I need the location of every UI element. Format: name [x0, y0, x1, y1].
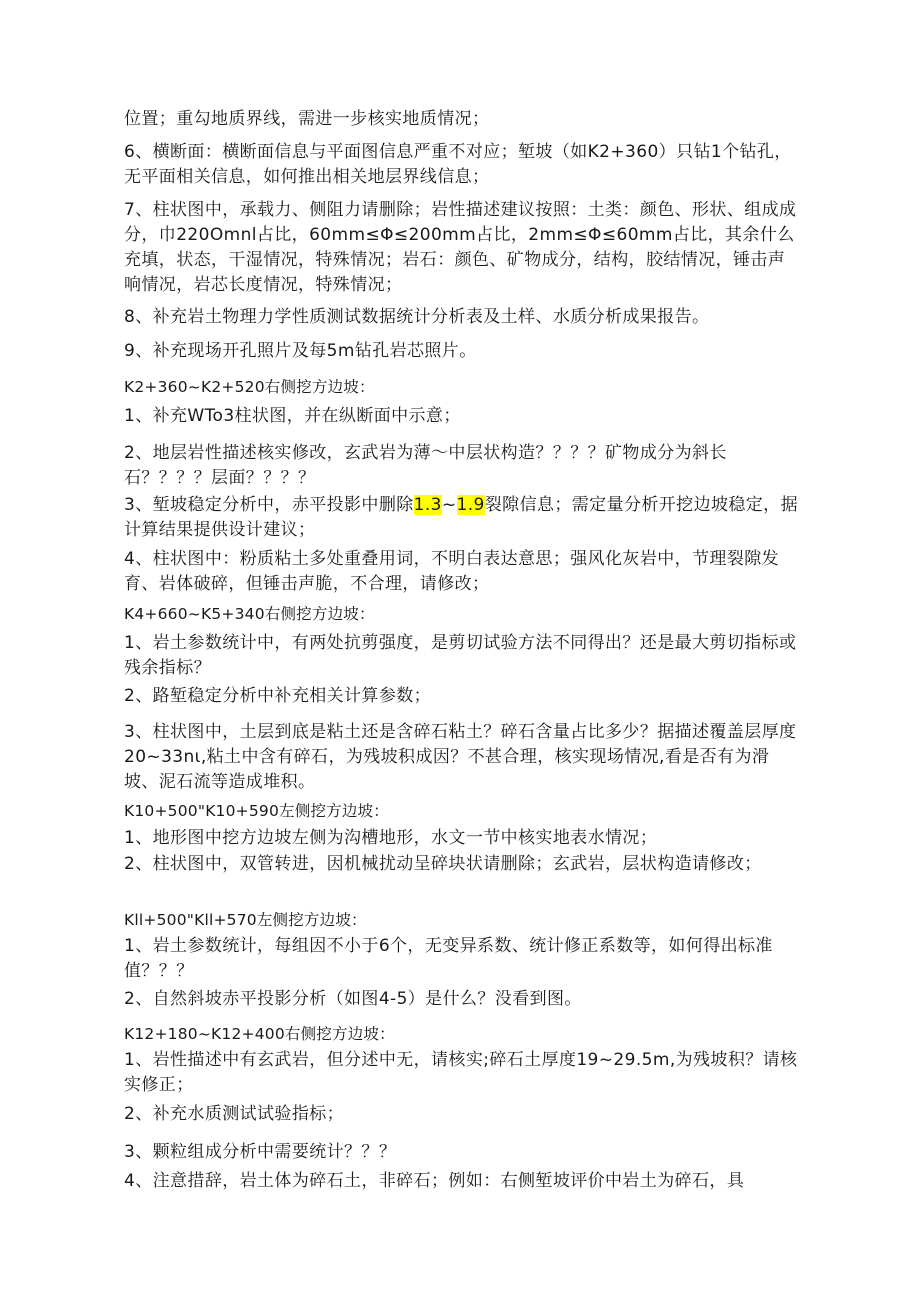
paragraph [124, 339, 800, 364]
text-run: 2、路堑稳定分析中补充相关计算参数； [124, 686, 432, 706]
paragraph [124, 684, 800, 709]
highlighted-text: 1.3 [413, 495, 442, 515]
text-run: 1、补充WTo3柱状图，并在纵断面中示意； [124, 406, 461, 426]
text-run: K12+180~K12+400右侧挖方边坡： [124, 1025, 395, 1043]
text-run: 裂隙信息；需定量分析开挖边坡稳定，据计算结果提供设计建议； [124, 495, 798, 540]
text-run: 2、自然斜坡赤平投影分析（如图4-5）是什么？没看到图。 [124, 989, 582, 1009]
section-heading [124, 375, 800, 400]
paragraph [124, 987, 800, 1012]
text-run: 1、岩土参数统计中，有两处抗剪强度，是剪切试验方法不同得出？还是最大剪切指标或残余指标？ [124, 633, 797, 678]
text-run: 4、注意措辞，岩土体为碎石土，非碎石；例如：右侧堑坡评价中岩土为碎石，具 [124, 1171, 745, 1191]
text-run: 7、柱状图中，承载力、侧阻力请删除；岩性描述建议按照：土类：颜色、形状、组成成分，巾220Omnl占比，60mm≤Φ≤200mm占比，2mm≤Φ≤60mm占比，其余什么充填，状态，干湿情况，特殊情况；岩石：颜色、矿物成分，结构，胶结情况，锤击声响情况，岩芯长度情况，特殊情况； [124, 200, 797, 295]
section-heading [124, 1022, 800, 1047]
paragraph [124, 198, 800, 298]
paragraph [124, 404, 800, 429]
text-run: Kll+500"Kll+570左侧挖方边坡： [124, 911, 367, 929]
paragraph [124, 140, 800, 190]
text-run: 3、颗粒组成分析中需要统计？？？ [124, 1142, 397, 1162]
paragraph [124, 107, 800, 132]
text-run: 1、岩性描述中有玄武岩，但分述中无，请核实;碎石土厚度19~29.5m,为残坡积？请核实修正； [124, 1050, 798, 1095]
text-run: 1、岩土参数统计，每组因不小于6个，无变异系数、统计修正系数等，如何得出标准值？？？ [124, 936, 773, 981]
highlighted-text: 1.9 [456, 495, 485, 515]
paragraph [124, 547, 800, 597]
text-run: 2、地层岩性描述核实修改，玄武岩为薄～中层状构造？？？？矿物成分为斜长石？？？？层面？？？？ [124, 443, 727, 488]
text-run: K4+660~K5+340右侧挖方边坡： [124, 605, 375, 623]
paragraph [124, 441, 800, 491]
paragraph [124, 305, 800, 330]
paragraph [124, 826, 800, 851]
section-heading [124, 908, 800, 933]
text-run: 8、补充岩土物理力学性质测试数据统计分析表及土样、水质分析成果报告。 [124, 307, 710, 327]
paragraph [124, 1140, 800, 1165]
text-run: K2+360~K2+520右侧挖方边坡： [124, 378, 375, 396]
text-run: 3、柱状图中，土层到底是粘土还是含碎石粘土？碎石含量占比多少？据描述覆盖层厚度20~33nι,粘土中含有碎石，为残坡积成因？不甚合理，核实现场情况,看是否有为滑坡、泥石流等造成堆积。 [124, 722, 797, 792]
text-run: 9、补充现场开孔照片及每5m钻孔岩芯照片。 [124, 341, 477, 361]
text-run: 3、堑坡稳定分析中，赤平投影中删除 [124, 495, 414, 515]
text-run: 4、柱状图中：粉质粘土多处重叠用词，不明白表达意思；强风化灰岩中，节理裂隙发育、岩体破碎，但锤击声脆，不合理，请修改； [124, 549, 780, 594]
text-run: 2、柱状图中，双管转进，因机械扰动呈碎块状请删除；玄武岩，层状构造请修改； [124, 854, 762, 874]
text-run: K10+500"K10+590左侧挖方边坡： [124, 802, 389, 820]
paragraph [124, 720, 800, 795]
paragraph [124, 852, 800, 877]
text-run: 位置；重勾地质界线，需进一步核实地质情况； [124, 109, 490, 129]
paragraph [124, 493, 800, 543]
paragraph [124, 631, 800, 681]
text-run: 6、横断面：横断面信息与平面图信息严重不对应；堑坡（如K2+360）只钻1个钻孔，无平面相关信息，如何推出相关地层界线信息； [124, 142, 792, 187]
paragraph [124, 1102, 800, 1127]
text-run: 2、补充水质测试试验指标； [124, 1104, 345, 1124]
section-heading [124, 799, 800, 824]
section-heading [124, 602, 800, 627]
text-run: 1、地形图中挖方边坡左侧为沟槽地形，水文一节中核实地表水情况； [124, 828, 658, 848]
paragraph [124, 1048, 800, 1098]
paragraph [124, 1169, 800, 1194]
paragraph [124, 934, 800, 984]
text-run: ~ [441, 495, 457, 515]
